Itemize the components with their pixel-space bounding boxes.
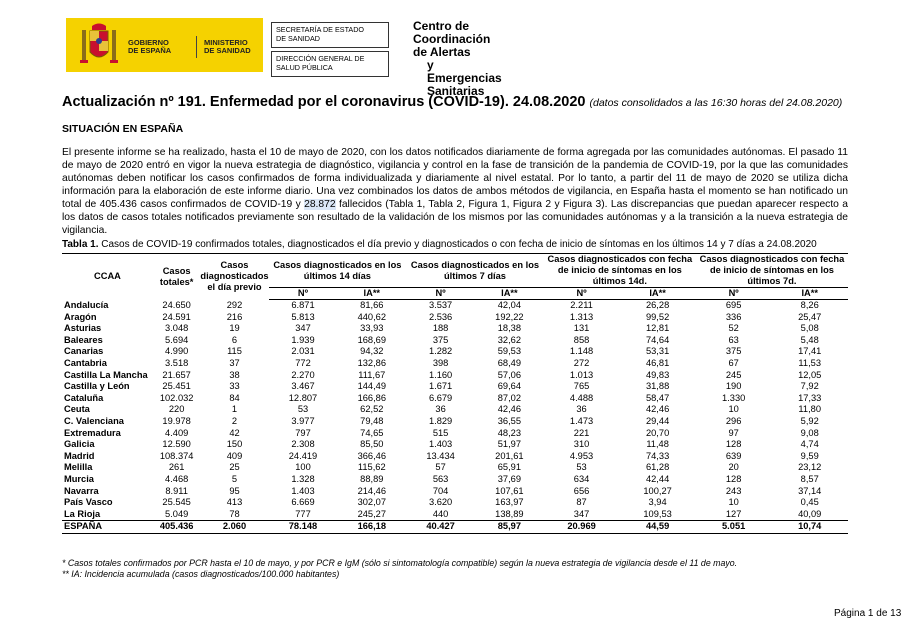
table-cell: 51,97	[497, 439, 522, 450]
table-cell: 25,47	[798, 311, 822, 322]
table-cell: 515	[432, 427, 449, 438]
table-cell: 36	[576, 404, 587, 415]
table-cell: 32,62	[497, 334, 522, 345]
table-cell: 87,02	[497, 392, 522, 403]
table-cell: 245,27	[357, 508, 386, 519]
table-cell: 85,50	[360, 439, 384, 450]
highlighted-deaths: 28.872	[304, 199, 336, 210]
region-name: Asturias	[64, 323, 102, 334]
table-cell: 24.591	[162, 311, 191, 322]
region-name: ESPAÑA	[62, 521, 153, 534]
region-name: Baleares	[64, 334, 103, 345]
header-n: Nº	[269, 288, 338, 300]
table-cell: 115,62	[357, 462, 386, 473]
table-cell: 1.013	[569, 369, 594, 380]
table-cell: 150	[226, 439, 243, 450]
table-cell: 243	[725, 485, 742, 496]
table-cell: 109,53	[643, 508, 672, 519]
table-cell: 99,52	[645, 311, 670, 322]
coat-of-arms-icon	[78, 22, 120, 68]
table-row	[62, 358, 848, 370]
table-cell: 31,88	[645, 381, 670, 392]
table-cell: 17,41	[798, 346, 822, 357]
table-cell: 3.467	[291, 381, 315, 392]
header-n: Nº	[696, 288, 772, 300]
table-cell: 12,05	[798, 369, 822, 380]
table-cell: 37,14	[798, 485, 822, 496]
table-cell: 3.048	[165, 323, 189, 334]
header-ia: IA**	[337, 288, 406, 300]
table-cell: 1.328	[291, 473, 315, 484]
table-cell: 40.427	[406, 521, 475, 534]
table-row	[62, 370, 848, 382]
table-cell: 36,55	[497, 415, 522, 426]
table-cell: 6	[231, 334, 238, 345]
table-cell: 405.436	[153, 521, 201, 534]
table-cell: 310	[573, 439, 590, 450]
table-cell: 563	[432, 473, 449, 484]
table-cell: 190	[725, 381, 742, 392]
table-cell: 656	[573, 485, 590, 496]
table-cell: 63	[728, 334, 739, 345]
table-cell: 3.620	[428, 497, 453, 508]
secretaria-box: SECRETARÍA DE ESTADO DE SANIDAD	[271, 22, 389, 48]
table-cell: 53	[576, 462, 587, 473]
table-cell: 78	[229, 508, 240, 519]
table-cell: 102.032	[159, 392, 194, 403]
table-cell: 100,27	[643, 485, 672, 496]
table-cell: 858	[573, 334, 590, 345]
table-cell: 79,48	[360, 415, 384, 426]
table-cell: 409	[226, 450, 243, 461]
table-cell: 44,59	[619, 521, 696, 534]
table-cell: 42	[229, 427, 240, 438]
table-cell: 2.308	[291, 439, 315, 450]
table-cell: 772	[295, 357, 311, 368]
table-row	[62, 428, 848, 440]
header-previo: Casos diagnosticados el día previo	[200, 254, 268, 300]
table-cell: 634	[573, 473, 590, 484]
table-cell: 704	[432, 485, 449, 496]
table-cell: 1	[231, 404, 238, 415]
table-cell: 8,26	[800, 300, 819, 310]
note-2: ** IA: Incidencia acumulada (casos diagnosticados/100.000 habitantes)	[62, 569, 340, 579]
table-cell: 36	[435, 404, 446, 415]
table-cell: 42,46	[645, 404, 670, 415]
table-cell: 296	[725, 415, 742, 426]
table-cell: 4.953	[569, 450, 594, 461]
table-cell: 38	[229, 369, 240, 380]
header-n: Nº	[406, 288, 475, 300]
table-cell: 9,59	[800, 450, 819, 461]
note-1: * Casos totales confirmados por PCR hasta el 10 de mayo, y por PCR e IgM (sólo si sintomatología compatible) según la nueva estrategia de vigilancia desde el 11 de mayo.	[62, 558, 738, 568]
table-cell: 413	[226, 497, 243, 508]
table-cell: 25.451	[162, 381, 191, 392]
table-row	[62, 486, 848, 498]
table-cell: 272	[573, 357, 590, 368]
table-cell: 100	[295, 462, 311, 473]
table-row	[62, 300, 848, 312]
table-cell: 74,33	[645, 450, 670, 461]
table-cell: 8.911	[165, 485, 188, 496]
region-name: Galicia	[64, 439, 95, 450]
table-cell: 74,64	[645, 334, 670, 345]
table-row	[62, 404, 848, 416]
table-cell: 440	[432, 508, 449, 519]
region-name: La Rioja	[64, 508, 101, 519]
table-cell: 5,48	[800, 334, 819, 345]
report-subtitle: (datos consolidados a las 16:30 horas del 24.08.2020)	[589, 97, 843, 109]
table-row	[62, 323, 848, 335]
header-14-days: Casos diagnosticados en los últimos 14 días	[269, 254, 407, 288]
table-cell: 163,97	[495, 497, 524, 508]
table-cell: 336	[725, 311, 742, 322]
table-cell: 4.409	[165, 427, 189, 438]
total-row	[62, 521, 848, 534]
region-name: C. Valenciana	[64, 415, 124, 426]
table-cell: 20	[728, 462, 739, 473]
header-ccaa: CCAA	[62, 254, 153, 300]
table-cell: 797	[295, 427, 311, 438]
table-cell: 26,28	[645, 300, 670, 310]
table-cell: 21.657	[162, 369, 191, 380]
table-cell: 46,81	[645, 357, 670, 368]
region-name: Castilla La Mancha	[64, 369, 148, 380]
table-cell: 5.049	[165, 508, 189, 519]
table-cell: 33	[229, 381, 240, 392]
table-cell: 25.545	[162, 497, 191, 508]
region-name: Murcia	[64, 473, 94, 484]
table-cell: 49,83	[645, 369, 670, 380]
table-cell: 87	[576, 497, 587, 508]
table-cell: 292	[226, 299, 243, 310]
table-cell: 42,04	[497, 300, 522, 310]
region-name: Andalucía	[64, 299, 109, 310]
table-cell: 42,44	[645, 473, 670, 484]
table-cell: 6.871	[291, 300, 315, 310]
table-cell: 440,62	[357, 311, 386, 322]
table-cell: 375	[432, 334, 449, 345]
table-cell: 220	[168, 404, 185, 415]
table-cell: 37	[229, 357, 240, 368]
table-cell: 23,12	[798, 462, 822, 473]
table-row	[62, 416, 848, 428]
table-cell: 95	[229, 485, 240, 496]
region-name: Madrid	[64, 450, 95, 461]
table-cell: 20,70	[645, 427, 670, 438]
table-cell: 57	[435, 462, 446, 473]
table-cell: 11,48	[646, 439, 669, 450]
table-row	[62, 474, 848, 486]
table-cell: 53,31	[645, 346, 670, 357]
table-cell: 12.807	[288, 392, 318, 403]
region-name: Extremadura	[64, 427, 121, 438]
table-cell: 302,07	[357, 497, 386, 508]
section-heading: SITUACIÓN EN ESPAÑA	[62, 123, 184, 135]
table-cell: 3,94	[648, 497, 667, 508]
ministerio-label: MINISTERIO DE SANIDAD	[204, 38, 251, 55]
cases-table	[62, 253, 848, 534]
table-cell: 777	[295, 508, 311, 519]
header-14d-onset: Casos diagnosticados con fecha de inicio de síntomas en los últimos 14d.	[544, 254, 696, 288]
table-cell: 29,44	[645, 415, 670, 426]
table-cell: 12.590	[162, 439, 191, 450]
table-cell: 62,52	[360, 404, 384, 415]
table-cell: 366,46	[357, 450, 386, 461]
table-cell: 17,33	[798, 392, 822, 403]
table-cell: 138,89	[495, 508, 524, 519]
table-cell: 25	[229, 462, 240, 473]
table-cell: 81,66	[360, 300, 384, 310]
table-cell: 1.829	[428, 415, 453, 426]
table-cell: 42,46	[497, 404, 522, 415]
table-cell: 13.434	[426, 450, 455, 461]
table-cell: 11,53	[798, 357, 821, 368]
table-row	[62, 497, 848, 509]
page-number: Página 1 de 13	[834, 608, 902, 619]
region-name: Navarra	[64, 485, 99, 496]
table-cell: 78.148	[269, 521, 338, 534]
table-row	[62, 439, 848, 451]
table-cell: 1.939	[291, 334, 315, 345]
table-cell: 6.679	[428, 392, 453, 403]
table-cell: 765	[573, 381, 590, 392]
table-cell: 19.978	[162, 415, 191, 426]
region-name: Cataluña	[64, 392, 104, 403]
header-7-days: Casos diagnosticados en los últimos 7 días	[406, 254, 544, 288]
table-cell: 1.313	[569, 311, 594, 322]
table-cell: 4.488	[569, 392, 594, 403]
table-row	[62, 462, 848, 474]
table-cell: 128	[725, 473, 742, 484]
table-cell: 1.330	[722, 392, 746, 403]
table-cell: 398	[432, 357, 449, 368]
table-cell: 166,18	[337, 521, 406, 534]
table-cell: 20.969	[544, 521, 620, 534]
table-cell: 52	[728, 323, 739, 334]
table-cell: 40,09	[798, 508, 822, 519]
table-cell: 18,38	[497, 323, 522, 334]
table-row	[62, 451, 848, 463]
table-cell: 33,93	[360, 323, 384, 334]
header-7d-onset: Casos diagnosticados con fecha de inicio de síntomas en los últimos 7d.	[696, 254, 848, 288]
table-cell: 3.537	[428, 300, 453, 310]
table-cell: 74,65	[360, 427, 384, 438]
table-cell: 10	[728, 404, 739, 415]
table-cell: 1.160	[428, 369, 453, 380]
table-cell: 1.148	[569, 346, 594, 357]
table-cell: 48,23	[497, 427, 522, 438]
header-totales: Casos totales*	[153, 254, 201, 300]
table-cell: 10	[728, 497, 739, 508]
table-cell: 4.990	[165, 346, 189, 357]
table-row	[62, 509, 848, 521]
table-cell: 8,57	[800, 473, 819, 484]
table-cell: 108.374	[159, 450, 194, 461]
table-cell: 168,69	[357, 334, 386, 345]
table-cell: 24.419	[288, 450, 318, 461]
region-name: Canarias	[64, 346, 104, 357]
region-name: Castilla y León	[64, 381, 130, 392]
table-cell: 59,53	[497, 346, 522, 357]
table-cell: 5.051	[696, 521, 772, 534]
table-caption: Tabla 1. Casos de COVID-19 confirmados totales, diagnosticados el día previo y diagnosticados o con fecha de inicio de síntomas en los últimos 14 y 7 días a 24.08.2020	[62, 239, 817, 250]
table-cell: 19	[229, 323, 240, 334]
header-ia: IA**	[619, 288, 696, 300]
table-row	[62, 346, 848, 358]
table-cell: 188	[432, 323, 449, 334]
table-cell: 107,61	[495, 485, 524, 496]
table-cell: 201,61	[495, 450, 524, 461]
table-cell: 132,86	[357, 357, 386, 368]
table-cell: 5.694	[165, 334, 189, 345]
header-ia: IA**	[475, 288, 544, 300]
direccion-box: DIRECCIÓN GENERAL DE SALUD PÚBLICA	[271, 51, 389, 77]
region-name: Aragón	[64, 311, 97, 322]
table-notes	[62, 558, 737, 580]
table-cell: 166,86	[357, 392, 386, 403]
table-cell: 245	[725, 369, 742, 380]
table-cell: 2.060	[200, 521, 268, 534]
table-cell: 216	[226, 311, 243, 322]
table-cell: 97	[728, 427, 739, 438]
table-cell: 65,91	[497, 462, 522, 473]
table-cell: 6.669	[291, 497, 315, 508]
table-cell: 2.211	[570, 300, 593, 310]
table-cell: 7,92	[800, 381, 819, 392]
header-ia: IA**	[771, 288, 848, 300]
summary-paragraph: El presente informe se ha realizado, hasta el 10 de mayo de 2020, con los datos notificados diariamente de forma agregada por las comunidades autónomas. El pasado 11 de mayo de 2020 entró en vigor la nueva estrategia de diagnóstico, vigilancia y control en la fase de transición de la pandemia de COVID-19, por la que las comunidades autónomas deben notificar los casos confirmados de forma individualizada y diariamente al nivel estatal. Por lo tanto, a partir del 11 de mayo de 2020 se utiliza dicha información para la elaboración de este informe diario. Una vez combinados los datos de ambos métodos de vigilancia, en España hasta el momento se han notificado un total de 405.436 casos confirmados de COVID-19 y 28.872 fallecidos (Tabla 1, Tabla 2, Figura 1, Figura 2 y Figura 3). Las discrepancias que puedan aparecer respecto a los datos de casos totales notificados previamente son resultado de la validación de los mismos por las comunidades autónomas y a la transición a la nueva estrategia de vigilancia.	[62, 147, 848, 236]
table-cell: 115	[227, 346, 242, 357]
table-cell: 131	[573, 323, 590, 334]
table-row	[62, 393, 848, 405]
table-cell: 111,67	[358, 369, 386, 380]
table-cell: 10,74	[771, 521, 848, 534]
table-cell: 84	[229, 392, 240, 403]
table-cell: 3.518	[165, 357, 189, 368]
logo-separator	[196, 36, 197, 58]
table-cell: 68,49	[497, 357, 522, 368]
table-cell: 5.813	[291, 311, 315, 322]
table-cell: 1.403	[428, 439, 453, 450]
table-cell: 67	[728, 357, 739, 368]
table-cell: 192,22	[495, 311, 524, 322]
table-cell: 2.536	[428, 311, 453, 322]
table-cell: 695	[725, 300, 742, 310]
table-cell: 261	[168, 462, 185, 473]
table-cell: 5,92	[800, 415, 819, 426]
table-cell: 347	[295, 323, 311, 334]
gobierno-label: GOBIERNO DE ESPAÑA	[128, 38, 172, 55]
table-cell: 3.977	[291, 415, 315, 426]
region-name: Ceuta	[64, 404, 90, 415]
table-cell: 57,06	[497, 369, 522, 380]
report-title: Actualización nº 191. Enfermedad por el coronavirus (COVID-19). 24.08.2020 (datos consolidados a las 16:30 horas del 24.08.2020)	[62, 94, 843, 110]
center-name: Centro de Coordinación de Alertas y Emergencias Sanitarias	[413, 19, 502, 98]
table-cell: 347	[573, 508, 590, 519]
table-row	[62, 335, 848, 347]
header-n: Nº	[544, 288, 620, 300]
table-cell: 24.650	[162, 299, 191, 310]
government-logo	[66, 18, 263, 72]
table-cell: 1.403	[291, 485, 315, 496]
table-cell: 1.282	[428, 346, 453, 357]
table-cell: 2.270	[291, 369, 315, 380]
table-cell: 9,08	[800, 427, 819, 438]
table-cell: 375	[725, 346, 742, 357]
table-cell: 0,45	[800, 497, 819, 508]
table-cell: 221	[573, 427, 590, 438]
table-cell: 214,46	[357, 485, 386, 496]
table-cell: 128	[725, 439, 742, 450]
table-cell: 11,80	[798, 404, 821, 415]
table-row	[62, 312, 848, 324]
table-cell: 69,64	[497, 381, 522, 392]
table-cell: 639	[725, 450, 742, 461]
table-cell: 85,97	[475, 521, 544, 534]
table-cell: 5	[231, 473, 238, 484]
table-cell: 5,08	[800, 323, 819, 334]
table-cell: 2.031	[291, 346, 315, 357]
table-cell: 94,32	[360, 346, 384, 357]
table-body	[62, 300, 848, 534]
table-row	[62, 381, 848, 393]
region-name: Cantabria	[64, 357, 107, 368]
table-cell: 2	[231, 415, 238, 426]
table-cell: 1.473	[569, 415, 594, 426]
region-name: País Vasco	[64, 497, 113, 508]
table-cell: 12,81	[645, 323, 670, 334]
table-cell: 4.468	[165, 473, 189, 484]
table-cell: 88,89	[360, 473, 384, 484]
table-cell: 37,69	[497, 473, 522, 484]
table-cell: 127	[725, 508, 742, 519]
table-cell: 1.671	[428, 381, 453, 392]
table-cell: 144,49	[357, 381, 386, 392]
table-cell: 61,28	[645, 462, 670, 473]
table-cell: 53	[297, 404, 309, 415]
table-cell: 58,47	[645, 392, 670, 403]
region-name: Melilla	[64, 462, 93, 473]
table-cell: 4,74	[800, 439, 819, 450]
